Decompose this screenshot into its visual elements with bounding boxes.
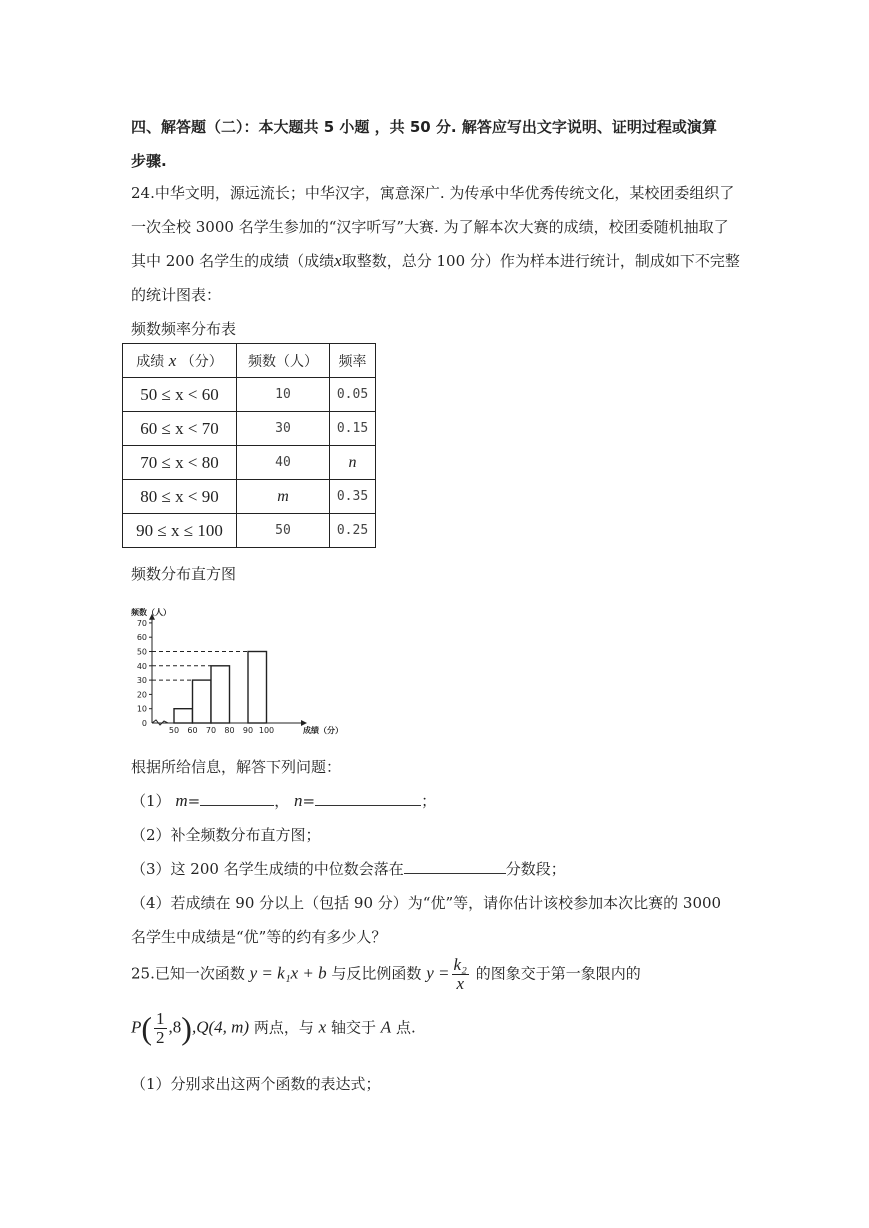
q24-part4-line1: （4）若成绩在 90 分以上（包括 90 分）为“优”等，请你估计该校参加本次比赛的 3000 [131,894,722,912]
section-heading-line1: 四、解答题（二）：本大题共 5 小题 ，共 50 分. 解答应写出文字说明、证明过程或演算 [131,118,717,136]
instructions: 根据所给信息，解答下列问题： [131,758,342,776]
q25-part1: （1）分别求出这两个函数的表达式； [131,1075,381,1093]
cell-range: 80 ≤ x < 90 [123,480,237,514]
section-heading-line2: 步骤. [131,152,167,170]
q24-text-line3 [131,250,740,271]
cell-count: 40 [237,446,330,480]
table-row [123,514,376,548]
x-tick-label: 60 [187,726,198,735]
frequency-table [122,343,376,548]
header-count: 频数（人） [237,344,330,378]
x-axis-label: 成绩（分） [303,726,343,735]
y-tick-label: 0 [141,719,147,728]
q24-part1: （1） m= ， n= ； [131,791,437,810]
table-row [123,480,376,514]
x-tick-label: 50 [168,726,180,735]
header-frequency: 频率 [330,344,376,378]
answer-blank-n[interactable] [315,791,421,806]
var-n: n [293,791,303,810]
table-row [123,378,376,412]
q24-text-line3b: 取整数，总分 100 分）作为样本进行统计，制成如下不完整 [341,252,740,270]
x-tick-label: 80 [224,726,235,735]
inverse-function-lhs: y = [426,963,450,983]
y-tick-label: 60 [136,633,147,643]
cell-freq: 0.05 [330,378,376,412]
cell-range: 90 ≤ x ≤ 100 [123,514,237,548]
cell-count: 10 [237,378,330,412]
histogram-bar [248,652,267,724]
histogram-chart [125,588,355,740]
point-Q: ,Q [191,1017,209,1037]
q24-part3: （3）这 200 名学生成绩的中位数会落在 分数段； [131,860,566,878]
y-tick-label: 10 [136,704,147,714]
q25-line1: 25.已知一次函数 y = k₁x + b 与反比例函数 y = $\frac{\text{k₂}}{x}$ 的图象交于第一象限内的 [131,955,641,993]
cell-freq: 0.15 [330,412,376,446]
cell-range: 60 ≤ x < 70 [123,412,237,446]
answer-blank-median[interactable] [404,859,506,874]
answer-blank-m[interactable] [200,791,274,806]
histogram-bar [174,709,193,723]
table-row [123,412,376,446]
cell-count: 30 [237,412,330,446]
q24-text-line4: 的统计图表： [131,286,222,304]
cell-freq: 0.25 [330,514,376,548]
q24-part2: （2）补全频数分布直方图； [131,826,321,844]
inverse-function-fraction: $\frac{\text{k₂}}{x}$ [453,955,467,993]
histogram-bar [193,680,212,723]
cell-range: 70 ≤ x < 80 [123,446,237,480]
cell-freq: 0.35 [330,480,376,514]
histogram-bar [211,666,230,723]
q24-part4-line2: 名学生中成绩是“优”等的约有多少人？ [131,928,387,946]
table-header-row [123,344,376,378]
x-tick-label: 90 [242,726,254,735]
y-axis-label: 频数（人） [131,607,171,617]
histogram-title: 频数分布直方图 [131,565,237,583]
point-P-fraction: $\frac{1}{2}$ [156,1009,165,1047]
cell-range: 50 ≤ x < 60 [123,378,237,412]
x-tick-label: 100 [258,726,275,735]
table-row [123,446,376,480]
linear-function: y = k₁x + b [249,963,327,983]
header-score: 成绩 x （分） [123,344,237,378]
cell-count: 50 [237,514,330,548]
cell-count-unknown-m: m [237,480,330,514]
point-P: P [131,1017,142,1037]
q24-var-x: x [334,251,342,270]
y-tick-label: 20 [136,690,147,700]
y-tick-label: 30 [136,676,147,686]
q25-line2: P( $\frac{1}{2}$ ,8),Q(4, m) 两点，与 x 轴交于 A 点. [131,1009,416,1047]
q24-text-line2: 一次全校 3000 名学生参加的“汉字听写”大赛. 为了解本次大赛的成绩，校团委随机抽取了 [131,218,729,236]
cell-freq-unknown-n: n [330,446,376,480]
var-m: m [175,791,188,810]
y-tick-label: 70 [136,618,147,628]
y-tick-label: 50 [136,647,147,657]
q24-text-line1: 24.中华文明，源远流长；中华汉字，寓意深广. 为传承中华优秀传统文化，某校团委组织了 [131,184,735,202]
y-tick-label: 40 [136,661,147,671]
table-title: 频数频率分布表 [131,320,237,338]
q24-text-line3a: 其中 200 名学生的成绩（成绩 [131,252,335,270]
x-tick-label: 70 [205,726,217,735]
